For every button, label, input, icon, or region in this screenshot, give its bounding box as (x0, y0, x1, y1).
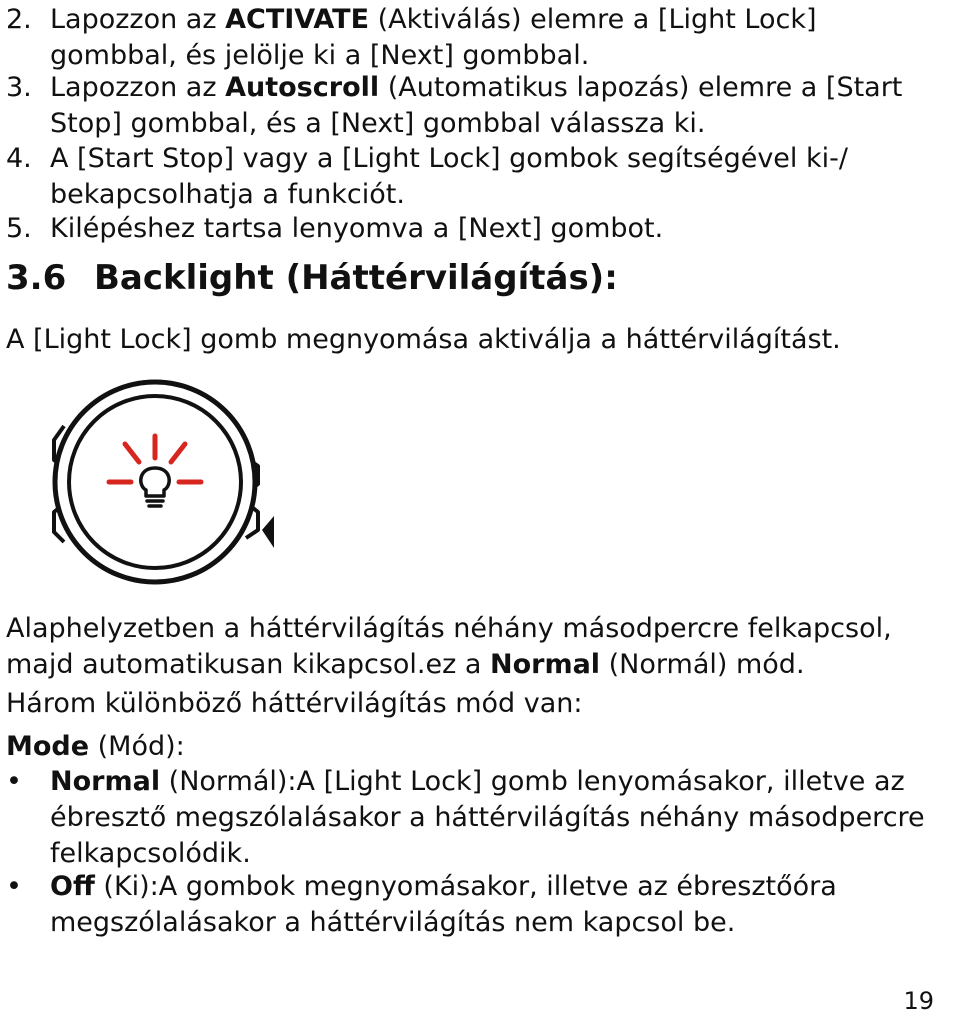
step-text: A [Start Stop] vagy a [Light Lock] gombok segítségével ki-/ (50, 143, 848, 174)
section-title: Backlight (Háttérvilágítás): (94, 258, 618, 298)
activate-label: ACTIVATE (225, 4, 370, 35)
mode-label: Mode (Mód): (6, 731, 185, 762)
default-mode-paragraph: Alaphelyzetben a háttérvilágítás néhány másodpercre felkapcsol, majd automatikusan kikapcsol.ez a Normal (Normál) mód. (6, 613, 892, 680)
page-number: 19 (903, 987, 934, 1015)
step-number: 2. (6, 4, 32, 35)
step-text: gombbal, és jelölje ki a [Next] gombbal. (50, 40, 590, 71)
step-number: 3. (6, 72, 32, 103)
bullet-dot: • (6, 871, 22, 902)
step-number: 5. (6, 213, 32, 244)
watch-backlight-icon (50, 378, 280, 586)
section-intro: A [Light Lock] gomb megnyomása aktiválja a háttérvilágítást. (6, 324, 841, 355)
bullet-title: Off (50, 871, 95, 902)
section-heading (6, 256, 618, 300)
autoscroll-label: Autoscroll (225, 72, 380, 103)
manual-page: 2. Lapozzon az ACTIVATE (Aktiválás) elemre a [Light Lock] gombbal, és jelölje ki a [Next] gombbal. 3. Lapozzon az Autoscroll (Automatikus lapozás) elemre a [Start Stop] gombbal, és a [Next] gombbal válassza ki. 4. A [Start Stop] vagy a [Light Lock] gombok segítségével ki-/ bekapcsolhatja a funkciót. 5. Kilépéshez tartsa lenyomva a [Next] gombot. 3.6 Backlight (Háttérvilágítás): A [Light Lock] gomb megnyomása aktiválja a háttérvilágítást. Alaphelyzetben a háttérvilágítás néhány másodpercre felkapcsol, majd automatikusan kikapcsol.ez a Normal (Normál) mód. Három különböző háttérvilágítás mód van: Mode (Mód): • Normal (Normál):A [Light Lock] gomb lenyomásakor, illetve az ébresztő megszólalásakor a háttérvilágítás néhány másodpercre felkapcsolódik. • Off (Ki):A gombok megnyomásakor, illetve az ébresztőóra megszólalásakor a háttérvilágítás nem kapcsol be. 19 (6, 4, 934, 1015)
bullet-dot: • (6, 766, 22, 797)
step-text: bekapcsolhatja a funkciót. (50, 179, 405, 210)
step-text: Stop] gombbal, és a [Next] gombbal válassza ki. (50, 108, 706, 139)
section-number: 3.6 (6, 258, 67, 298)
step-number: 4. (6, 143, 32, 174)
modes-intro: Három különböző háttérvilágítás mód van: (6, 688, 583, 719)
step-text: Kilépéshez tartsa lenyomva a [Next] gombot. (50, 213, 664, 244)
bullet-title: Normal (50, 766, 161, 797)
normal-label: Normal (489, 649, 601, 680)
